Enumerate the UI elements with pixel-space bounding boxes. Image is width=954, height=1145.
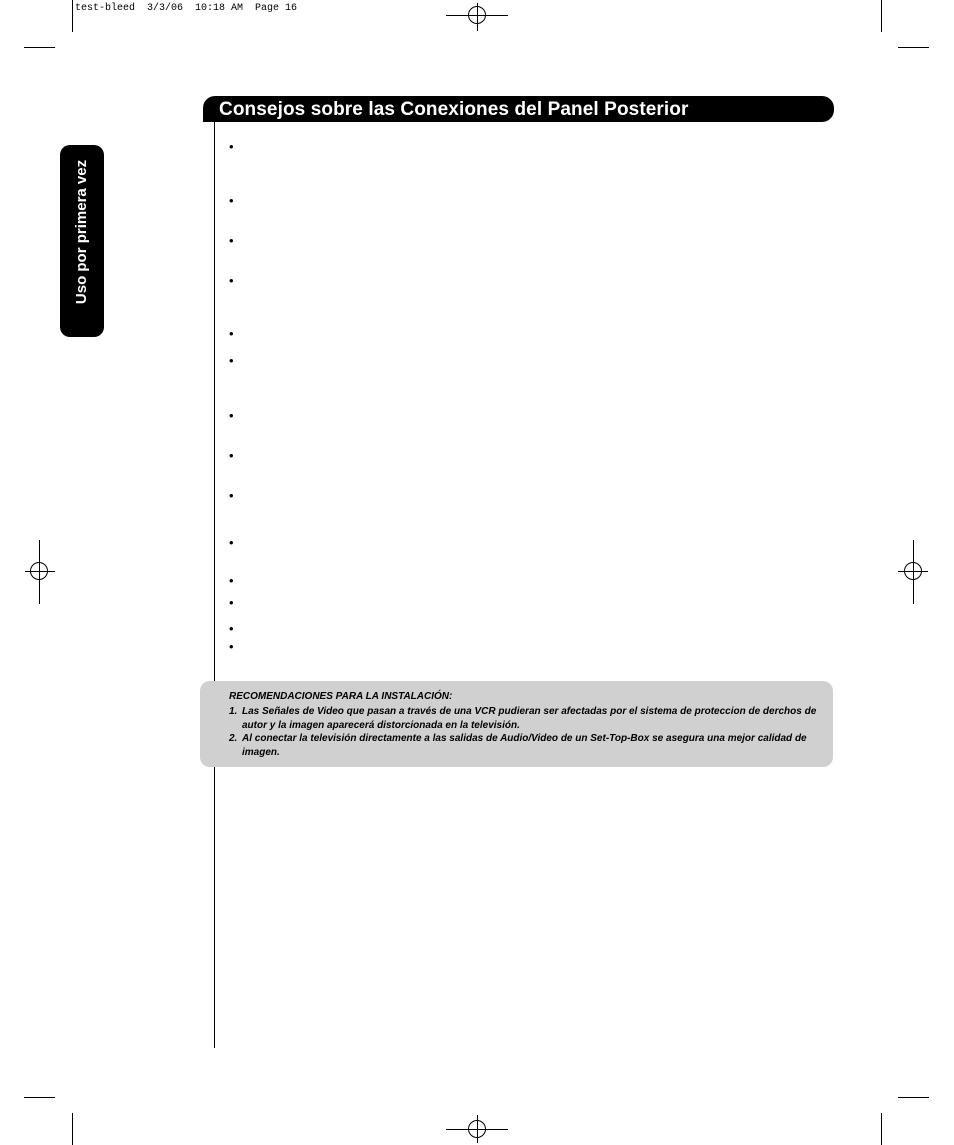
- margin-rule: [214, 122, 215, 1048]
- list-bullet: •: [229, 448, 234, 463]
- crop-mark: [881, 1113, 882, 1145]
- recommendation-number: 1.: [229, 706, 238, 717]
- list-bullet: •: [229, 326, 234, 341]
- list-bullet: •: [229, 233, 234, 248]
- list-bullet: •: [229, 639, 234, 654]
- list-bullet: •: [229, 573, 234, 588]
- side-tab: [60, 145, 104, 337]
- page-title: Consejos sobre las Conexiones del Panel Posterior: [219, 99, 689, 120]
- crop-mark: [898, 47, 929, 48]
- list-bullet: •: [229, 273, 234, 288]
- crop-mark: [72, 1113, 73, 1145]
- registration-circle-icon: [468, 6, 486, 24]
- recommendations-title: RECOMENDACIONES PARA LA INSTALACIÓN:: [229, 691, 453, 702]
- crop-mark: [24, 1097, 55, 1098]
- crop-mark: [881, 0, 882, 32]
- recommendation-text: Al conectar la televisión directamente a las salidas de Audio/Video de un Set-Top-Box se asegura una mejor calidad de imagen.: [242, 733, 807, 758]
- print-slug: test-bleed 3/3/06 10:18 AM Page 16: [75, 3, 298, 14]
- list-bullet: •: [229, 353, 234, 368]
- list-bullet: •: [229, 535, 234, 550]
- crop-mark: [72, 0, 73, 32]
- crop-mark: [24, 47, 55, 48]
- list-bullet: •: [229, 595, 234, 610]
- recommendation-item: [229, 732, 819, 760]
- list-bullet: •: [229, 621, 234, 636]
- registration-circle-icon: [30, 562, 48, 580]
- side-tab-label: Uso por primera vez: [73, 159, 90, 305]
- recommendation-number: 2.: [229, 733, 238, 744]
- section-title-bar: [203, 96, 834, 122]
- recommendation-item: [229, 705, 819, 733]
- list-bullet: •: [229, 488, 234, 503]
- recommendation-text: Las Señales de Video que pasan a través de una VCR pudieran ser afectadas por el sistema de proteccion de derchos de autor y la imagen aparecerá distorcionada en la televisión.: [242, 706, 817, 731]
- registration-circle-icon: [468, 1120, 486, 1138]
- recommendations-box: [200, 681, 833, 767]
- crop-mark: [898, 1097, 929, 1098]
- list-bullet: •: [229, 139, 234, 154]
- list-bullet: •: [229, 408, 234, 423]
- registration-circle-icon: [904, 562, 922, 580]
- list-bullet: •: [229, 193, 234, 208]
